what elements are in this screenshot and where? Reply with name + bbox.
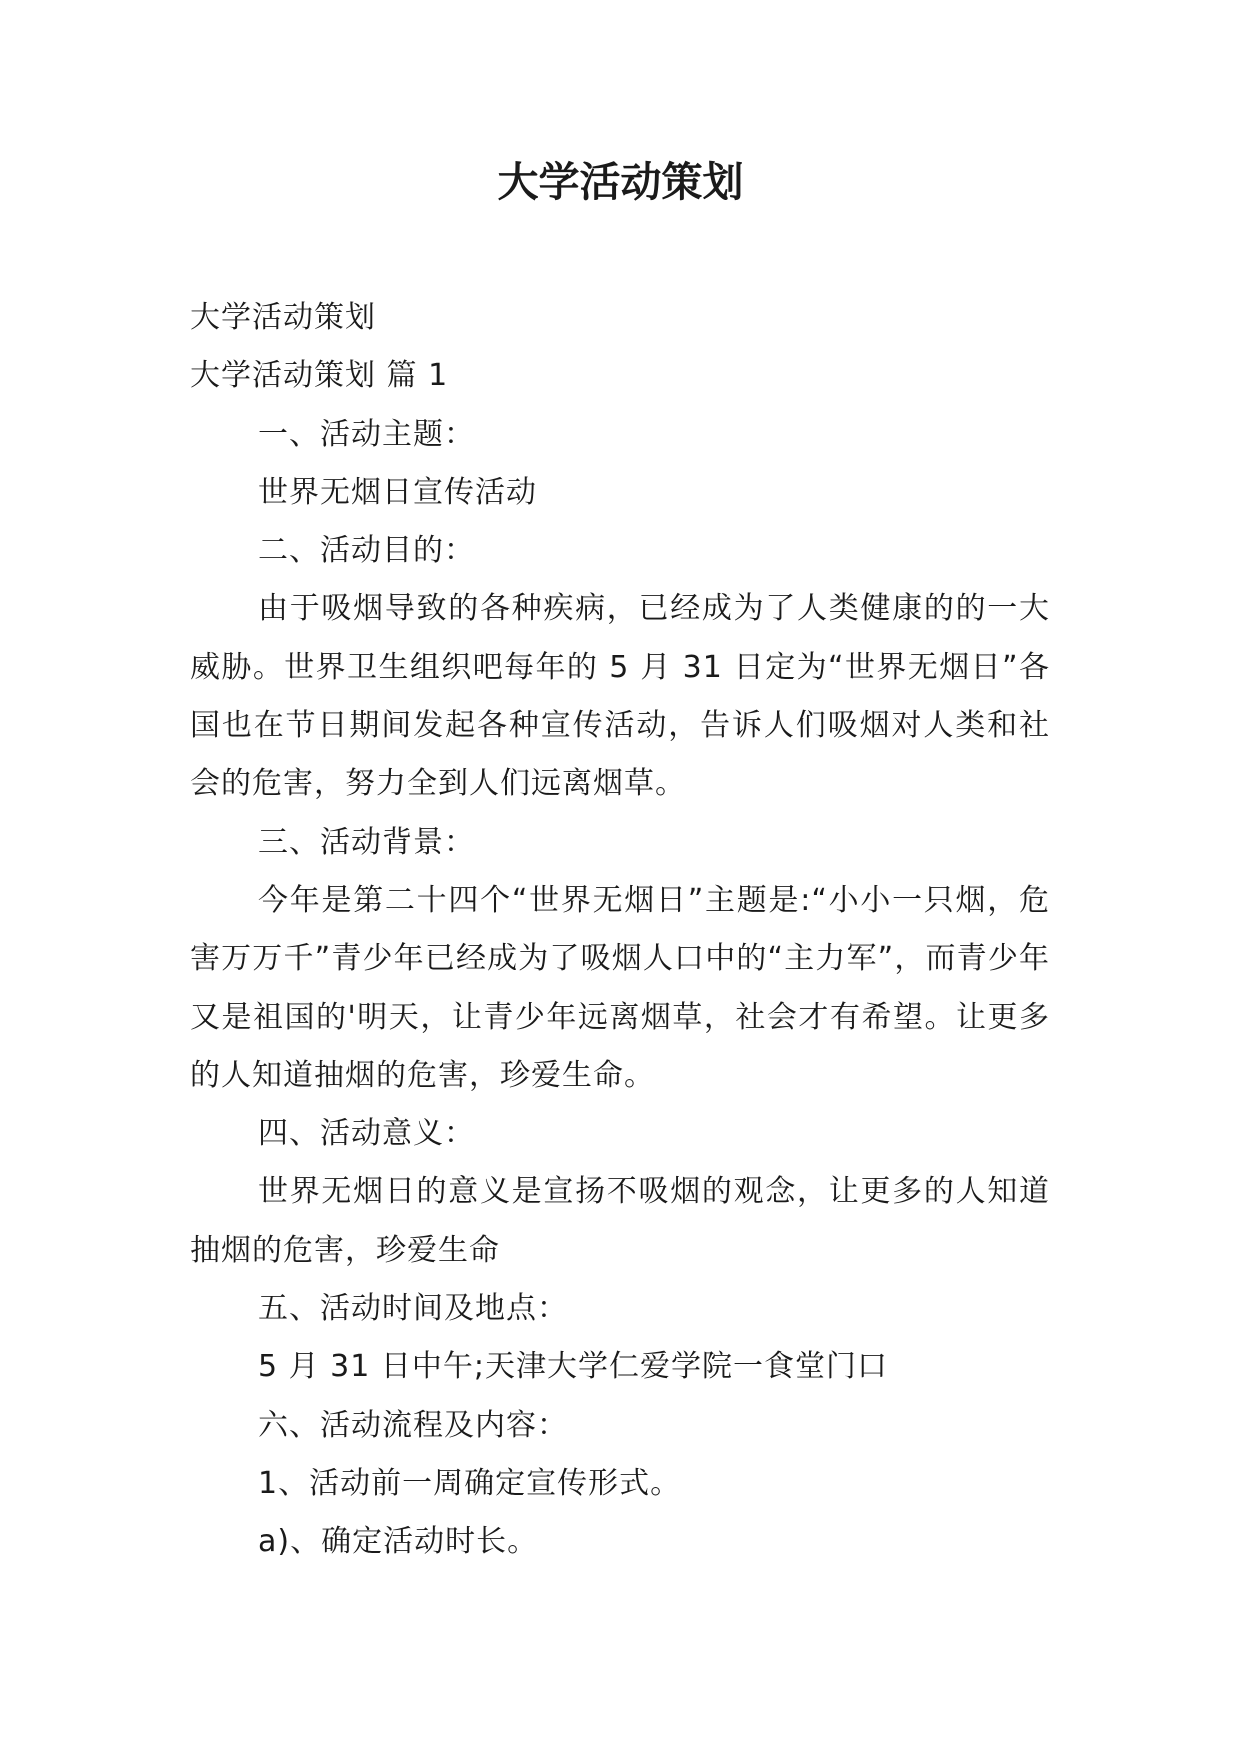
document-title: 大学活动策划 [497, 158, 744, 206]
heading-activity-purpose: 二、活动目的： [258, 533, 475, 569]
text-time-location: 5 月 31 日中午;天津大学仁爱学院一食堂门口 [258, 1349, 888, 1385]
paragraph-purpose: 由于吸烟导致的各种疾病，已经成为了人类健康的的一大威胁。世界卫生组织吧每年的 5 月 31 日定为“世界无烟日”各国也在节日期间发起各种宣传活动，告诉人们吸烟对人类和社会的危害，努力全到人们远离烟草。 [190, 591, 1050, 802]
list-item-1: 1、活动前一周确定宣传形式。 [258, 1465, 682, 1501]
text-activity-theme: 世界无烟日宣传活动 [258, 474, 537, 510]
heading-time-location: 五、活动时间及地点： [258, 1291, 568, 1327]
heading-activity-theme: 一、活动主题： [258, 416, 475, 452]
list-item-a: a)、确定活动时长。 [258, 1524, 539, 1560]
paragraph-significance: 世界无烟日的意义是宣扬不吸烟的观念，让更多的人知道抽烟的危害，珍爱生命 [190, 1174, 1050, 1268]
heading-activity-significance: 四、活动意义： [258, 1116, 475, 1152]
subtitle-line: 大学活动策划 [190, 300, 376, 335]
heading-activity-background: 三、活动背景： [258, 824, 475, 860]
paragraph-background: 今年是第二十四个“世界无烟日”主题是:“小小一只烟，危害万万千”青少年已经成为了吸烟人口中的“主力军”，而青少年又是祖国的'明天，让青少年远离烟草，社会才有希望。让更多的人知道抽烟的危害，珍爱生命。 [190, 882, 1050, 1093]
heading-process-content: 六、活动流程及内容： [258, 1407, 568, 1443]
document-body [190, 289, 1050, 1572]
section-heading-part: 大学活动策划 篇 1 [190, 358, 449, 394]
